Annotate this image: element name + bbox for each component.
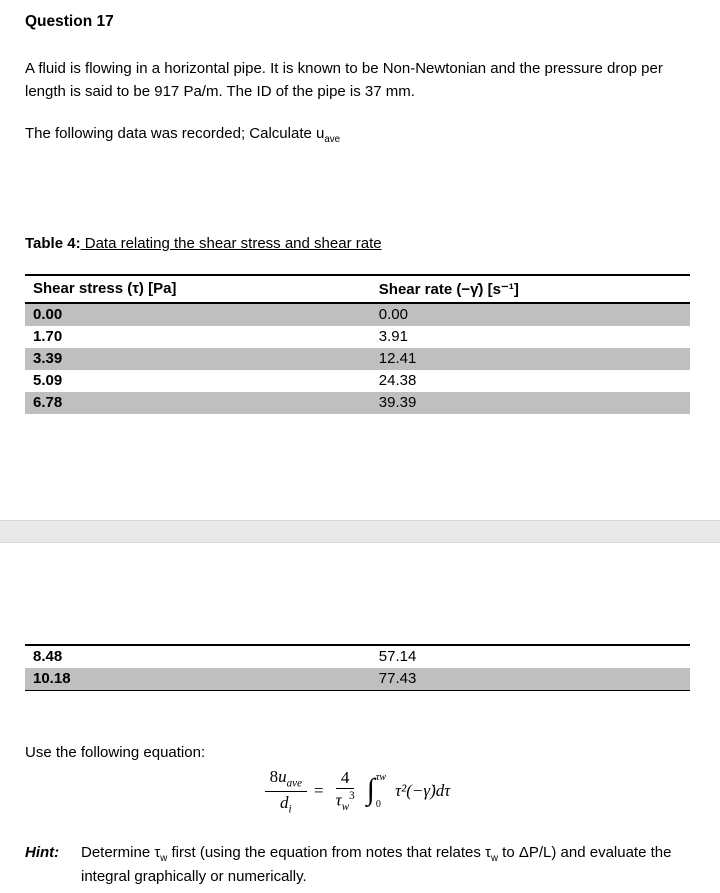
hint-section — [25, 842, 690, 889]
table-row — [25, 370, 690, 392]
table-row — [25, 645, 690, 668]
variable-d: d — [280, 792, 289, 812]
table-header-row — [25, 275, 690, 303]
integral-lower-limit: 0 — [375, 799, 381, 811]
header-shear-stress: Shear stress (τ) [Pa] — [25, 275, 371, 303]
data-table-page1 — [25, 274, 690, 414]
equation-lhs-denominator — [275, 792, 297, 816]
table-caption-label: Table 4: — [25, 234, 81, 252]
cell-shear-rate: 0.00 — [378, 306, 408, 323]
instruction-text: The following data was recorded; Calculate u — [25, 124, 325, 142]
variable-u: u — [278, 766, 287, 786]
table-row — [25, 348, 690, 370]
question-paragraph: A fluid is flowing in a horizontal pipe. It is known to be Non-Newtonian and the pressure drop per length is said to be 917 Pa/m. The ID of the pipe is 37 mm. — [25, 60, 663, 101]
table-row — [25, 303, 690, 326]
hint-subscript-w: w — [160, 852, 168, 864]
cell-shear-stress: 6.78 — [33, 394, 63, 411]
integral-limits — [376, 772, 386, 810]
equation-lhs-fraction — [265, 767, 307, 816]
hint-text-part: Determine τ — [81, 843, 161, 861]
superscript-3: 3 — [349, 790, 355, 803]
cell-shear-rate: 57.14 — [371, 645, 690, 668]
instruction-paragraph — [25, 125, 690, 145]
cell-shear-rate: 77.43 — [371, 668, 690, 691]
equation — [25, 767, 690, 816]
integral-upper-limit: τw — [375, 772, 387, 784]
cell-shear-rate: 3.91 — [378, 328, 408, 345]
integrand: τ²(−γ̇)dτ — [395, 781, 451, 801]
cell-shear-stress: 8.48 — [25, 645, 371, 668]
hint-subscript-w: w — [490, 852, 498, 864]
cell-shear-stress: 3.39 — [33, 350, 63, 367]
cell-shear-rate: 12.41 — [378, 350, 417, 367]
equation-intro: Use the following equation: — [25, 743, 206, 761]
hint-label: Hint: — [25, 843, 60, 861]
subscript-ave: ave — [286, 776, 302, 789]
equals-sign: = — [314, 781, 324, 801]
integral-sign: ∫ — [366, 773, 375, 807]
table-row — [25, 326, 690, 348]
cell-shear-stress: 1.70 — [33, 328, 63, 345]
uave-subscript: ave — [324, 133, 341, 145]
equation-rhs-denominator — [331, 789, 360, 814]
question-title: Question 17 — [25, 13, 114, 30]
integral — [367, 772, 386, 810]
header-shear-rate: Shear rate (−γ̇) [s⁻¹] — [371, 275, 690, 303]
cell-shear-stress: 0.00 — [33, 306, 63, 323]
cell-shear-rate: 24.38 — [378, 372, 417, 389]
subscript-i: i — [288, 802, 292, 815]
hint-text — [81, 842, 690, 889]
hint-text-part: first (using the equation from notes that relates τ — [167, 843, 491, 861]
table-row — [25, 392, 690, 414]
page-break-gap — [0, 520, 720, 543]
subscript-w: w — [341, 801, 350, 814]
table-row — [25, 668, 690, 691]
hint-text-part: to ΔP/L) and evaluate the integral graphically or numerically. — [81, 843, 672, 886]
coefficient: 8 — [269, 766, 279, 786]
variable-tau: τ — [335, 791, 342, 811]
table-caption — [25, 235, 690, 252]
data-table-page2 — [25, 644, 690, 691]
cell-shear-stress: 5.09 — [33, 372, 63, 389]
equation-rhs-fraction — [331, 768, 360, 814]
table-caption-text: Data relating the shear stress and shear rate — [80, 234, 382, 252]
cell-shear-rate: 39.39 — [378, 394, 417, 411]
equation-rhs-numerator: 4 — [336, 768, 355, 790]
cell-shear-stress: 10.18 — [25, 668, 371, 691]
equation-lhs-numerator — [265, 767, 307, 792]
